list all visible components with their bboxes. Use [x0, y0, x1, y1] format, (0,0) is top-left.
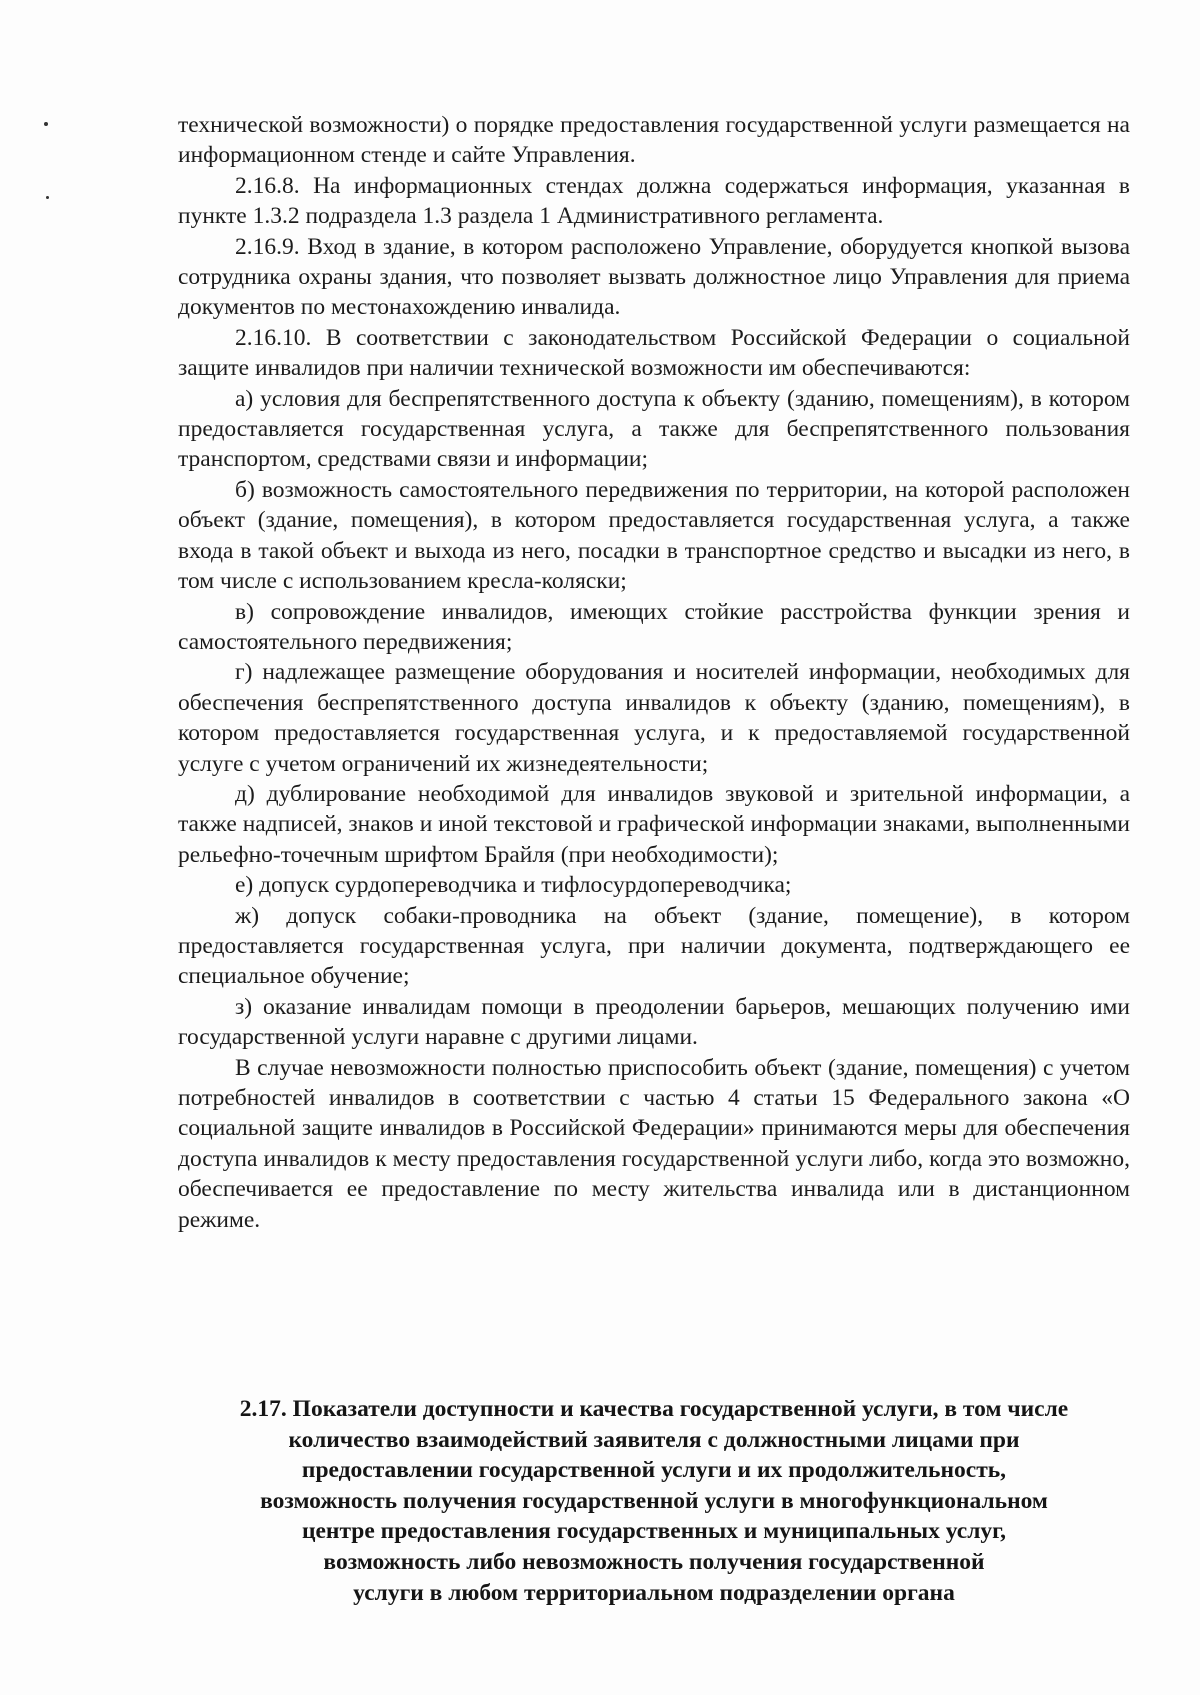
- heading-line: возможность получения государственной услуги в многофункциональном: [260, 1487, 1048, 1514]
- paragraph: б) возможность самостоятельного передвижения по территории, на которой расположен объект (здание, помещения), в котором предоставляется государственная услуга, а также входа в такой объект и выхода из него, посадки в транспортное средство и высадки из него, в том числе с использованием кресла-коляски;: [178, 476, 1130, 595]
- heading-line: возможность либо невозможность получения государственной: [323, 1548, 985, 1575]
- scan-speck: [44, 122, 48, 126]
- paragraph: з) оказание инвалидам помощи в преодолении барьеров, мешающих получению ими государственной услуги наравне с другими лицами.: [178, 993, 1130, 1051]
- paragraph: В случае невозможности полностью приспособить объект (здание, помещения) с учетом потребностей инвалидов в соответствии с частью 4 статьи 15 Федерального закона «О социальной защите инвалидов в Российской Федерации» принимаются меры для обеспечения доступа инвалидов к месту предоставления государственной услуги либо, когда это возможно, обеспечивается ее предоставление по месту жительства инвалида или в дистанционном режиме.: [178, 1054, 1130, 1233]
- paragraph: в) сопровождение инвалидов, имеющих стойкие расстройства функции зрения и самостоятельного передвижения;: [178, 598, 1130, 655]
- heading-line: услуги в любом территориальном подразделении органа: [353, 1579, 955, 1606]
- paragraph: технической возможности) о порядке предоставления государственной услуги размещается на информационном стенде и сайте Управления.: [178, 112, 1130, 169]
- section-heading: [178, 1394, 1130, 1608]
- paragraph: г) надлежащее размещение оборудования и носителей информации, необходимых для обеспечения беспрепятственного доступа инвалидов к объекту (зданию, помещениям), в котором предоставляется государственная услуга, и к предоставляемой государственной услуге с учетом ограничений их жизнедеятельности;: [178, 659, 1130, 777]
- paragraph: д) дублирование необходимой для инвалидов звуковой и зрительной информации, а также надписей, знаков и иной текстовой и графической информации знаками, выполненными рельефно-точечным шрифтом Брайля (при необходимости);: [178, 780, 1130, 868]
- scan-speck: [46, 196, 49, 199]
- body-text: [178, 110, 1130, 1235]
- heading-line: количество взаимодействий заявителя с должностными лицами при: [288, 1426, 1020, 1453]
- heading-line: центре предоставления государственных и муниципальных услуг,: [301, 1518, 1007, 1545]
- paragraph: 2.16.10. В соответствии с законодательством Российской Федерации о социальной защите инвалидов при наличии технической возможности им обеспечиваются:: [178, 324, 1130, 382]
- heading-line: 2.17. Показатели доступности и качества государственной услуги, в том числе: [239, 1396, 1069, 1422]
- paragraph: е) допуск сурдопереводчика и тифлосурдопереводчика;: [235, 872, 792, 899]
- paragraph: а) условия для беспрепятственного доступа к объекту (зданию, помещениям), в котором предоставляется государственная услуга, а также для беспрепятственного пользования транспортом, средствами связи и информации;: [178, 385, 1130, 473]
- paragraph: 2.16.9. Вход в здание, в котором расположено Управление, оборудуется кнопкой вызова сотрудника охраны здания, что позволяет вызвать должностное лицо Управления для приема документов по местонахождению инвалида.: [178, 233, 1130, 321]
- paragraph: 2.16.8. На информационных стендах должна содержаться информация, указанная в пункте 1.3.2 подраздела 1.3 раздела 1 Административного регламента.: [178, 172, 1130, 230]
- paragraph: ж) допуск собаки-проводника на объект (здание, помещение), в котором предоставляется государственная услуга, при наличии документа, подтверждающего ее специальное обучение;: [178, 902, 1130, 990]
- heading-line: предоставлении государственной услуги и их продолжительность,: [301, 1457, 1007, 1484]
